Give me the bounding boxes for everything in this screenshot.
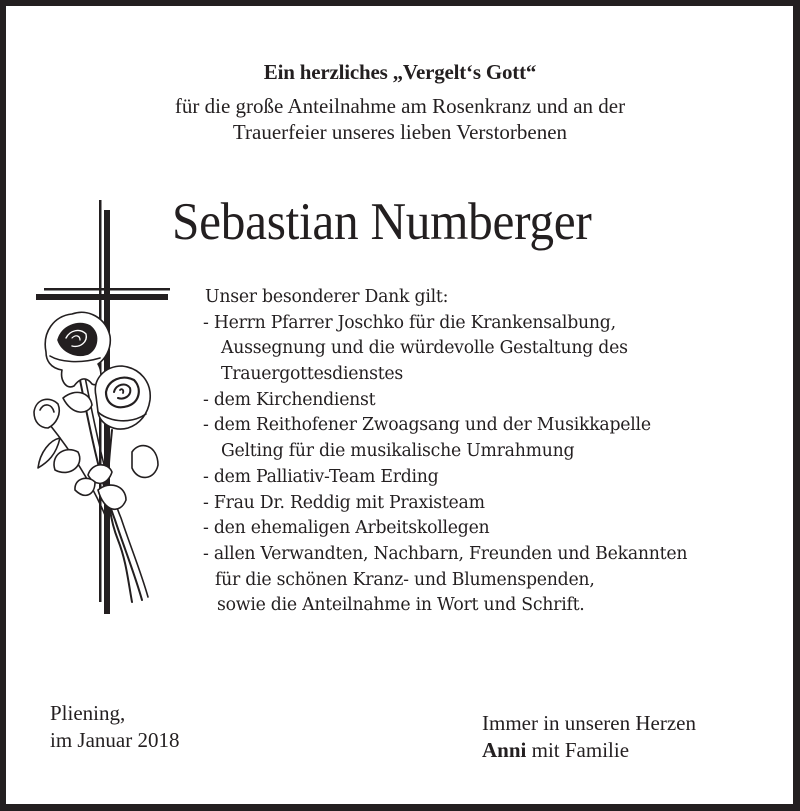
signature-name-bold: Anni	[482, 738, 527, 762]
thanks-item-continuation: sowie die Anteilnahme in Wort und Schrift.	[217, 595, 585, 616]
thanks-item: - Frau Dr. Reddig mit Praxisteam	[203, 492, 485, 513]
intro-line: Trauerfeier unseres lieben Verstorbenen	[232, 120, 568, 144]
thanks-item-continuation: Gelting für die musikalische Umrahmung	[221, 441, 575, 462]
thanks-item: - dem Palliativ-Team Erding	[203, 466, 439, 487]
thanks-item: - Herrn Pfarrer Joschko für die Krankensalbung,	[203, 312, 616, 333]
place: Pliening,	[50, 701, 126, 725]
intro-line: für die große Anteilnahme am Rosenkranz und an der	[174, 94, 626, 118]
signature-names	[482, 737, 696, 764]
thanks-lead: Unser besonderer Dank gilt:	[205, 287, 449, 307]
signature-line: Immer in unseren Herzen	[482, 711, 696, 735]
thanks-item: - den ehemaligen Arbeitskollegen	[203, 518, 490, 539]
thanks-item: - dem Reithofener Zwoagsang und der Musikkapelle	[203, 415, 651, 436]
signature-name-rest: mit Familie	[526, 738, 630, 762]
intro-text	[0, 93, 800, 145]
heading: Ein herzliches „Vergelt‘s Gott“	[263, 60, 537, 84]
thanks-item: - allen Verwandten, Nachbarn, Freunden und Bekannten	[203, 543, 688, 564]
deceased-name: Sebastian Numberger	[172, 193, 592, 251]
thanks-item-continuation: Aussegnung und die würdevolle Gestaltung des	[221, 338, 628, 359]
thanks-item-continuation: für die schönen Kranz- und Blumenspenden,	[215, 569, 595, 590]
thanks-item-continuation: Trauergottesdienstes	[221, 364, 404, 385]
thanks-item: - dem Kirchendienst	[203, 389, 376, 410]
roses-icon	[34, 312, 158, 602]
signature	[482, 710, 696, 764]
thanks-list	[203, 285, 687, 619]
place-and-date	[50, 700, 179, 754]
date: im Januar 2018	[50, 728, 180, 752]
